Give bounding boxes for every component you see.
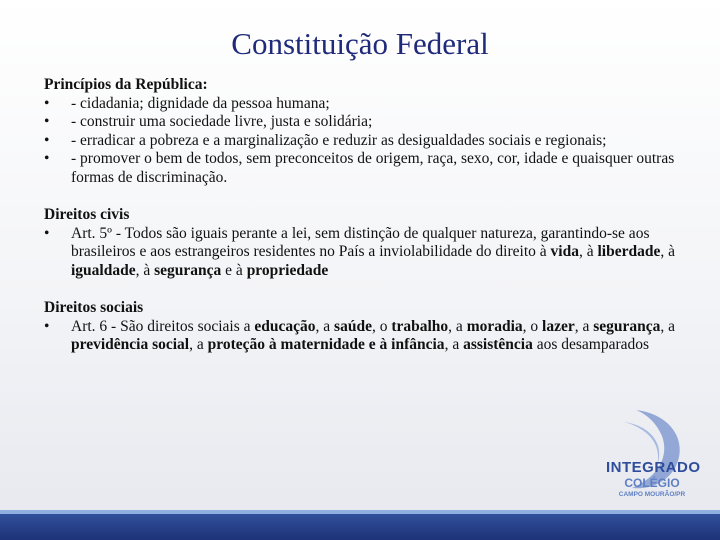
text-span: , a: [574, 317, 594, 335]
bold-term: previdência social: [71, 336, 190, 353]
list-item: [44, 318, 684, 355]
section-principios: [44, 76, 684, 187]
section-heading: Princípios da República:: [44, 76, 208, 93]
text-span: , a: [189, 336, 208, 353]
bold-term: propriedade: [246, 261, 329, 279]
bold-term: assistência: [463, 336, 533, 353]
text-span: , o: [371, 317, 392, 335]
bold-term: vida: [550, 243, 579, 260]
section-heading: Direitos sociais: [44, 299, 144, 316]
logo-line-2: COLÉGIO: [624, 476, 680, 490]
list-item: • - erradicar a pobreza e a marginalização e reduzir as desigualdades sociais e regionais;: [44, 132, 684, 151]
direitos-sociais-list: [44, 318, 684, 355]
text-span: Art. 5º - Todos são iguais perante a lei, sem distinção de qualquer natureza, garantindo-se aos brasileiros e aos estrangeiros residentes no País a inviolabilidade do direito à: [71, 224, 650, 260]
text-span: aos desamparados: [532, 336, 650, 353]
page-title: Constituição Federal: [231, 26, 489, 61]
text-span: , a: [448, 317, 467, 335]
list-item: [44, 225, 684, 281]
bold-term: liberdade: [597, 243, 661, 260]
bold-term: educação: [254, 317, 316, 335]
logo-line-3: CAMPO MOURÃO/PR: [618, 491, 686, 498]
bold-term: moradia: [466, 317, 523, 335]
bold-term: segurança: [154, 261, 222, 279]
section-direitos-civis: [44, 206, 684, 280]
direitos-civis-list: [44, 225, 684, 281]
section-direitos-sociais: [44, 299, 684, 355]
text-span: , a: [315, 317, 335, 335]
bold-term: lazer: [542, 317, 575, 335]
integrado-logo: [606, 459, 701, 499]
bold-term: segurança: [593, 317, 661, 335]
text-span: Art. 6 - São direitos sociais a: [71, 317, 255, 335]
bold-term: proteção à maternidade e à infância: [207, 336, 445, 353]
text-span: , a: [444, 336, 464, 353]
list-item: • - promover o bem de todos, sem preconceitos de origem, raça, sexo, cor, idade e quaisquer outras formas de discriminação.: [44, 150, 684, 187]
principios-list: [44, 95, 684, 188]
list-item: • - cidadania; dignidade da pessoa humana;: [44, 95, 684, 114]
text-span: , à: [660, 243, 675, 260]
text-span: , à: [135, 261, 155, 279]
logo-line-1: INTEGRADO: [606, 459, 701, 476]
section-heading: Direitos civis: [44, 206, 130, 223]
footer-bar: [0, 514, 720, 540]
bold-term: saúde: [334, 317, 372, 335]
text-span: e à: [221, 261, 247, 279]
text-span: , a: [660, 317, 676, 335]
text-span: , o: [522, 317, 543, 335]
bold-term: igualdade: [71, 261, 136, 279]
list-item: • - construir uma sociedade livre, justa e solidária;: [44, 113, 684, 132]
slide-content: [44, 76, 684, 355]
text-span: , à: [578, 243, 598, 260]
bold-term: trabalho: [391, 317, 449, 335]
